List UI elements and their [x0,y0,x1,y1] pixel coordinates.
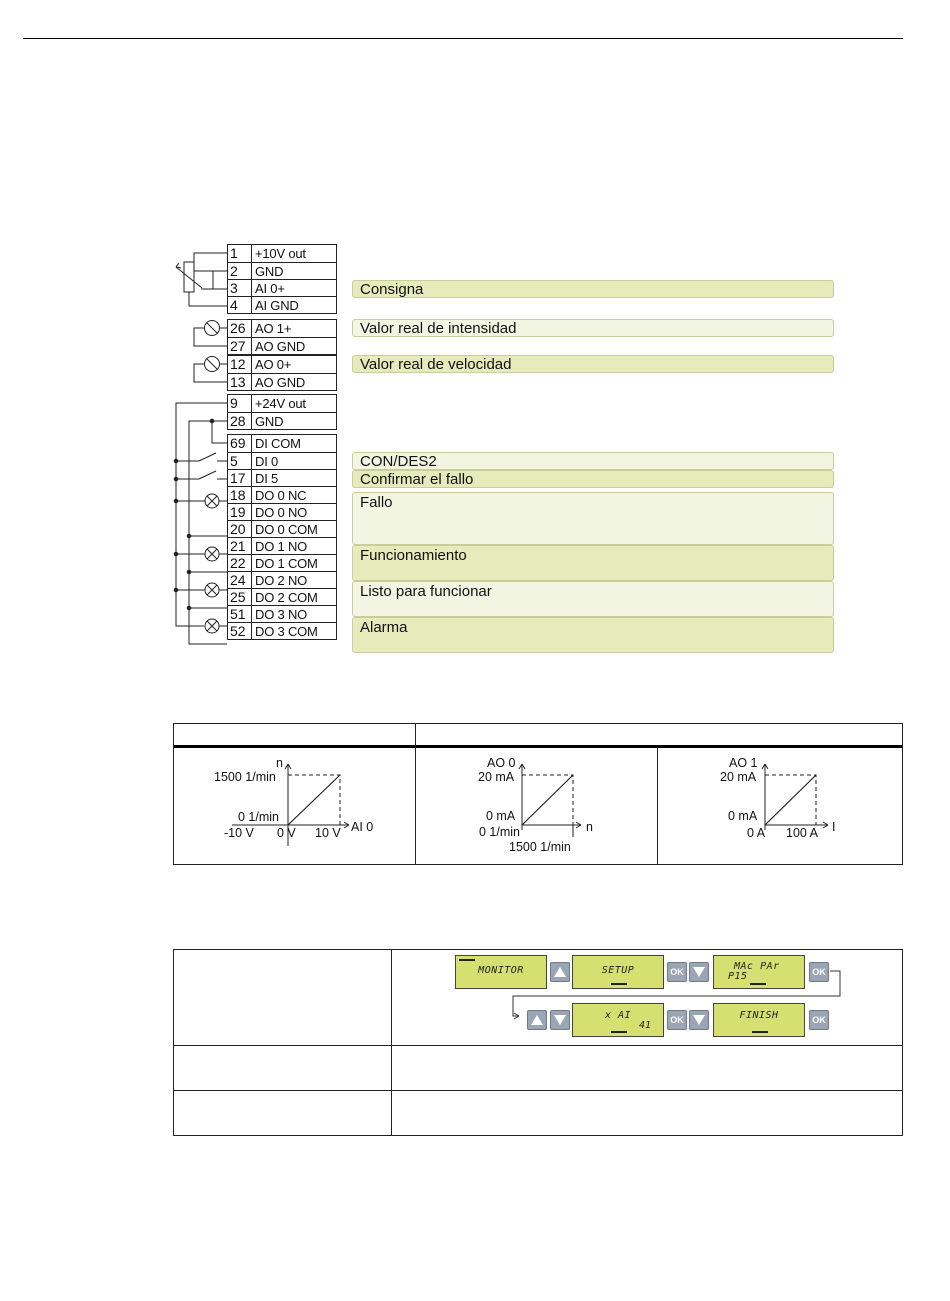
x-max-label: 10 V [315,826,341,840]
lcd-text: MONITOR [478,965,524,976]
terminal-label: DO 1 NO [255,539,308,554]
terminal-number: 5 [228,453,252,469]
terminal-block-ao1 [227,319,337,355]
terminal-number: 51 [228,606,252,622]
lcd-cursor [752,1031,768,1033]
terminal-label: DO 3 NO [255,607,308,622]
terminal-row [228,320,336,337]
function-fallo: Fallo [352,492,834,545]
terminal-row [228,337,336,354]
function-alarma: Alarma [352,617,834,653]
x-zero-label: 0 1/min [479,825,520,839]
up-key[interactable] [550,962,570,982]
terminal-label: GND [255,264,284,279]
terminal-number: 2 [228,263,252,279]
ok-key[interactable]: OK [809,1010,829,1030]
x-neg-label: -10 V [224,826,254,840]
lcd-ai-config [572,1003,664,1037]
x-axis-label: I [832,820,836,834]
x-axis-label: n [586,820,593,834]
terminal-row [228,279,336,296]
up-arrow-icon [553,966,567,978]
terminal-label: DO 0 COM [255,522,318,537]
row-divider [174,1090,902,1091]
terminal-label: DO 2 COM [255,590,318,605]
terminal-number: 18 [228,487,252,503]
up-key[interactable] [527,1010,547,1030]
function-condes: CON/DES2 [352,452,834,470]
function-confirmar: Confirmar el fallo [352,470,834,488]
terminal-number: 26 [228,320,252,337]
terminal-number: 21 [228,538,252,554]
plot-ai0 [174,750,415,864]
terminal-number: 24 [228,572,252,588]
characteristics-table [173,723,903,865]
plot-ao0 [416,750,657,864]
lcd-cursor [611,1031,627,1033]
header-rule [23,38,903,39]
terminal-row [228,571,336,588]
terminal-label: AO 1+ [255,321,292,336]
lcd-text: P15 [728,971,748,982]
characteristics-header [174,724,902,748]
x-axis-label: AI 0 [351,820,374,834]
terminal-row [228,605,336,622]
function-consigna: Consigna [352,280,834,298]
y-min-label: 0 mA [486,809,516,823]
up-arrow-icon [530,1014,544,1026]
terminal-row [228,245,336,262]
terminal-label: AO 0+ [255,357,292,372]
terminal-number: 13 [228,374,252,390]
terminal-number: 22 [228,555,252,571]
operating-table [173,949,903,1136]
down-key[interactable] [689,1010,709,1030]
down-arrow-icon [692,966,706,978]
terminal-number: 3 [228,280,252,296]
terminal-label: DO 1 COM [255,556,318,571]
terminal-number: 28 [228,413,252,429]
function-intensidad: Valor real de intensidad [352,319,834,337]
lcd-text: FINISH [739,1010,779,1021]
lcd-text: SETUP [601,965,635,976]
x-max-label: 1500 1/min [509,840,571,854]
terminal-row [228,412,336,429]
function-listo: Listo para funcionar [352,581,834,617]
ok-key[interactable]: OK [809,962,829,982]
terminal-row [228,435,336,452]
terminal-row [228,373,336,390]
lcd-cursor [611,983,627,985]
terminal-number: 19 [228,504,252,520]
terminal-label: AO GND [255,339,306,354]
y-min-label: 0 1/min [238,810,279,824]
lcd-text: x AI [604,1010,632,1021]
terminal-number: 17 [228,470,252,486]
terminal-label: AI 0+ [255,281,285,296]
lcd-cursor [750,983,766,985]
down-key[interactable] [550,1010,570,1030]
plot-ai0-graph [174,750,415,864]
y-min-label: 0 mA [728,809,758,823]
terminal-row [228,503,336,520]
terminal-label: +24V out [255,396,306,411]
terminal-number: 1 [228,245,252,262]
terminal-block-ao0 [227,355,337,391]
lcd-monitor [455,955,547,989]
terminal-label: DO 0 NO [255,505,308,520]
terminal-label: AI GND [255,298,299,313]
y-max-label: 20 mA [720,770,757,784]
terminal-number: 20 [228,521,252,537]
lcd-cursor [459,959,475,961]
row-divider [174,1045,902,1046]
x-zero-label: 0 V [277,826,296,840]
terminal-label: +10V out [255,246,306,261]
terminal-row [228,520,336,537]
y-axis-label: AO 1 [729,756,758,770]
terminal-number: 69 [228,435,252,452]
terminal-number: 27 [228,338,252,354]
terminal-row [228,537,336,554]
terminal-label: DO 0 NC [255,488,307,503]
x-max-label: 100 A [786,826,818,840]
terminal-block-digital [227,434,337,640]
terminal-number: 4 [228,297,252,313]
terminal-label: DI 5 [255,471,279,486]
lcd-text: 41 [638,1020,651,1031]
y-axis-label: n [276,756,283,770]
terminal-row [228,554,336,571]
lcd-finish [713,1003,805,1037]
terminal-row [228,262,336,279]
plot-ao1 [658,750,902,864]
terminal-number: 12 [228,356,252,373]
y-axis-label: AO 0 [487,756,516,770]
function-velocidad: Valor real de velocidad [352,355,834,373]
terminal-label: DO 2 NO [255,573,308,588]
lcd-setup [572,955,664,989]
x-zero-label: 0 A [747,826,766,840]
terminal-block-24v [227,394,337,430]
terminal-label: DI 0 [255,454,279,469]
terminal-row [228,296,336,313]
terminal-row [228,395,336,412]
terminal-row [228,356,336,373]
terminal-number: 52 [228,623,252,639]
terminal-number: 9 [228,395,252,412]
y-max-label: 1500 1/min [214,770,276,784]
terminal-label: DO 3 COM [255,624,318,639]
terminal-label: GND [255,414,284,429]
terminal-number: 25 [228,589,252,605]
terminal-row [228,486,336,503]
terminal-block-analog-in [227,244,337,314]
lcd-text: MAc PAr [734,961,780,972]
down-arrow-icon [553,1014,567,1026]
terminal-row [228,588,336,605]
down-key[interactable] [689,962,709,982]
ok-key[interactable]: OK [667,1010,687,1030]
function-funcionamiento: Funcionamiento [352,545,834,581]
down-arrow-icon [692,1014,706,1026]
terminal-row [228,469,336,486]
ok-key[interactable]: OK [667,962,687,982]
plot-ao1-graph [658,750,902,864]
y-max-label: 20 mA [478,770,515,784]
terminal-label: DI COM [255,436,301,451]
terminal-row [228,452,336,469]
terminal-row [228,622,336,639]
terminal-label: AO GND [255,375,306,390]
lcd-macro-parameter [713,955,805,989]
